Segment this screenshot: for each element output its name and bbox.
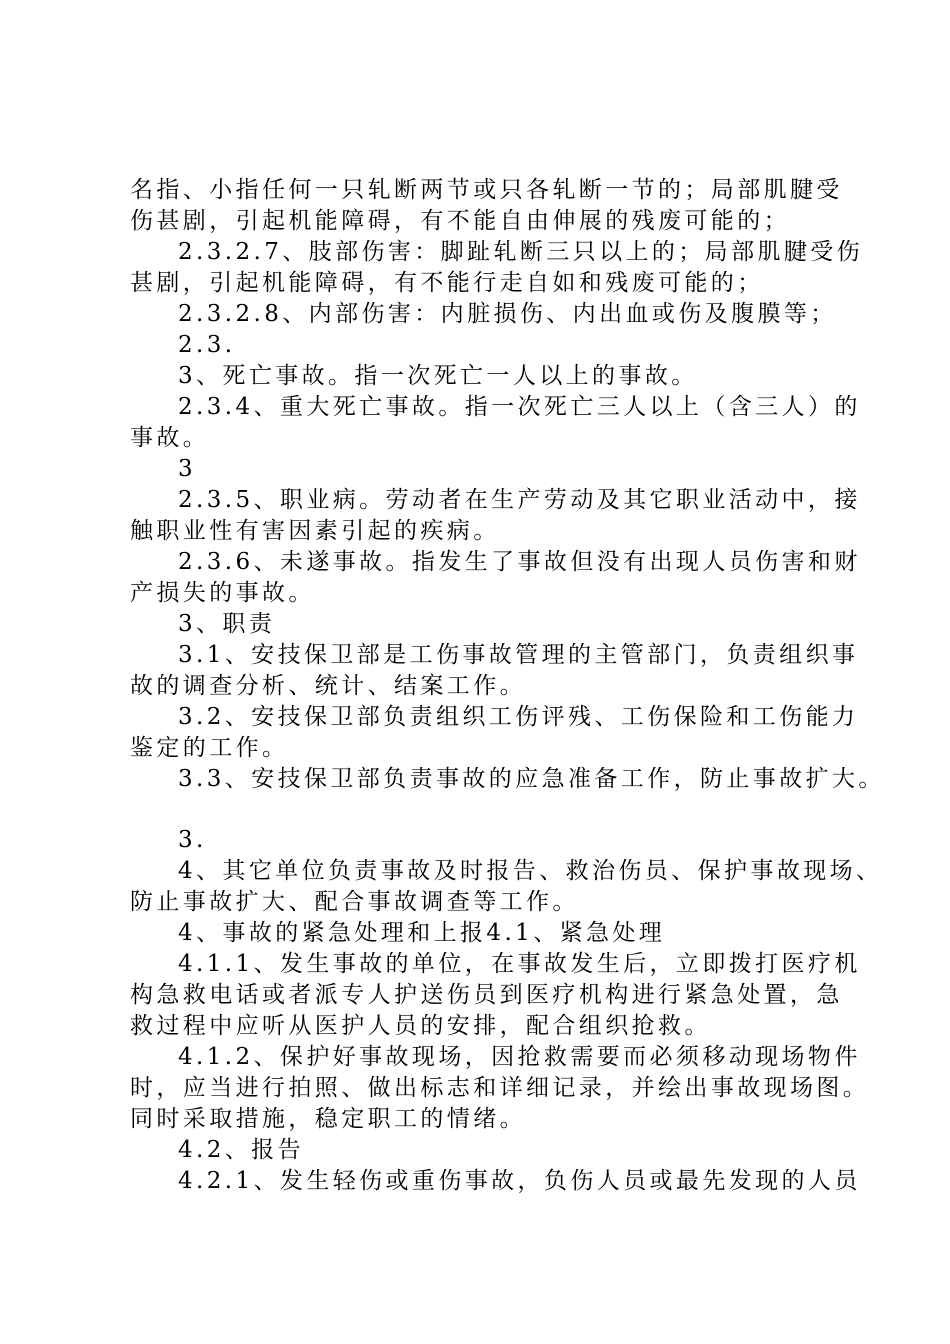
text-line: 救过程中应听从医护人员的安排，配合组织抢救。 xyxy=(130,1013,711,1039)
text-line: 3.2、安技保卫部负责组织工伤评残、工伤保险和工伤能力 xyxy=(178,704,859,730)
text-line: 构急救电话或者派专人护送伤员到医疗机构进行紧急处置，急 xyxy=(130,982,843,1008)
text-line: 防止事故扩大、配合事故调查等工作。 xyxy=(130,889,579,915)
text-line: 2.3.6、未遂事故。指发生了事故但没有出现人员伤害和财 xyxy=(178,549,861,575)
text-line: 同时采取措施，稳定职工的情绪。 xyxy=(130,1106,526,1132)
text-line: 2.3.2.7、肢部伤害：脚趾轧断三只以上的；局部肌腱受伤 xyxy=(178,239,864,265)
text-line: 事故。 xyxy=(130,425,210,451)
text-line: 时，应当进行拍照、做出标志和详细记录，并绘出事故现场图。 xyxy=(130,1075,870,1101)
text-line: 3.1、安技保卫部是工伤事故管理的主管部门，负责组织事 xyxy=(178,642,859,668)
text-line: 3.3、安技保卫部负责事故的应急准备工作，防止事故扩大。 xyxy=(178,766,885,792)
text-line: 触职业性有害因素引起的疾病。 xyxy=(130,518,500,544)
text-line: 4.2、报告 xyxy=(178,1137,304,1163)
text-line: 4.2.1、发生轻伤或重伤事故，负伤人员或最先发现的人员 xyxy=(178,1168,861,1194)
text-line: 2.3.2.8、内部伤害：内脏损伤、内出血或伤及腹膜等； xyxy=(178,301,837,327)
text-line: 名指、小指任何一只轧断两节或只各轧断一节的；局部肌腱受 xyxy=(130,177,843,203)
text-line: 3、职责 xyxy=(178,611,276,637)
text-line: 4、事故的紧急处理和上报4.1、紧急处理 xyxy=(178,920,666,946)
text-line: 故的调查分析、统计、结案工作。 xyxy=(130,673,526,699)
text-line: 3 xyxy=(178,456,197,482)
text-line: 产损失的事故。 xyxy=(130,580,315,606)
text-line: 伤甚剧，引起机能障碍，有不能自由伸展的残废可能的； xyxy=(130,208,790,234)
text-line: 2.3.5、职业病。劳动者在生产劳动及其它职业活动中，接 xyxy=(178,487,861,513)
text-line: 4.1.1、发生事故的单位，在事故发生后，立即拨打医疗机 xyxy=(178,951,861,977)
text-line: 2.3.4、重大死亡事故。指一次死亡三人以上（含三人）的 xyxy=(178,394,861,420)
text-line: 4.1.2、保护好事故现场，因抢救需要而必须移动现场物件 xyxy=(178,1044,861,1070)
text-line: 3、死亡事故。指一次死亡一人以上的事故。 xyxy=(178,363,698,389)
text-line: 3. xyxy=(178,827,207,853)
text-line: 2.3. xyxy=(178,332,236,358)
text-line: 4、其它单位负责事故及时报告、救治伤员、保护事故现场、 xyxy=(178,858,883,884)
text-line: 鉴定的工作。 xyxy=(130,735,289,761)
text-line: 甚剧，引起机能障碍，有不能行走自如和残废可能的； xyxy=(130,270,764,296)
